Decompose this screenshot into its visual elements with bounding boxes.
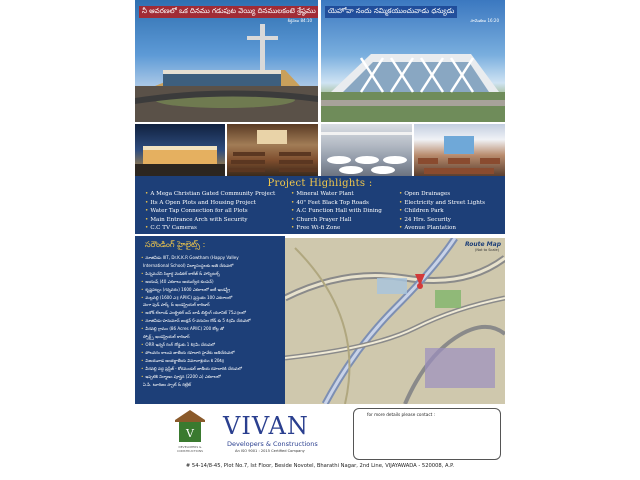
contact-label: for more details please contact : xyxy=(367,412,436,417)
project-highlights-title: Project Highlights : xyxy=(267,178,373,189)
surrounding-item: • కృష్ణపట్నం (గన్నవరం) 1600 ఎకరాలలో ఐటీ ఇండస్ట్రీ xyxy=(141,286,231,292)
brochure-flyer xyxy=(135,0,505,480)
highlight-item: • A.C Function Hall with Dining xyxy=(291,208,382,215)
surrounding-item: • నూజివీడు IIIT, Dr.K.K.R Gowtham (Happy Valley xyxy=(141,255,239,260)
surrounding-item: • వీరవల్లి గ్రామం (86 Acres APIIC) 200 కోట్ల తో xyxy=(141,326,225,332)
route-map-title: Route Map xyxy=(464,241,501,248)
route-map-graphic xyxy=(285,238,505,404)
highlight-item: • Children Park xyxy=(399,208,444,215)
route-map-subtitle: (Not to Scale) xyxy=(474,248,499,252)
brand-iso: An ISO 9001 : 2015 Certified Company xyxy=(235,449,305,453)
surrounding-item: • అశోక్ లేలాండ్ ఎలక్ట్రికల్ బస్ బాడీ బిల్డింగ్ యూనిట్ 75ఎ॥లలో xyxy=(141,310,246,316)
project-highlights-list xyxy=(145,190,501,234)
surrounding-highlights-list xyxy=(141,254,283,388)
highlight-item: • Mineral Water Plant xyxy=(291,191,354,197)
hero-left-subcaption: కీర్తనలు 84:10 xyxy=(287,18,312,23)
surrounding-item: • పోలవరం కాలువ జాతీయ రహదారి హైవేకు అతిచేరువలో xyxy=(141,349,235,355)
company-address: # 54-14/8-45, Plot No.7, Ist Floor, Beside Novotel, Bharathi Nagar, 2nd Line, VIJAYAWADA - 520008, A.P. xyxy=(185,463,455,469)
surrounding-item: International School) విద్యాసంస్థలకు అతి చేరువలో xyxy=(143,262,234,268)
route-map xyxy=(285,238,505,404)
surrounding-item: • వీరవల్లి వద్ద ప్రెస్టీజ్ - కోరమండల్ జాతీయ రహదారికి చేరువలో xyxy=(141,365,242,371)
dining-hall-illustration xyxy=(321,124,412,176)
hall-exterior-photo xyxy=(321,0,505,122)
brand-tagline: Developers & Constructions xyxy=(227,440,318,448)
function-hall-photo xyxy=(414,124,505,176)
highlight-item: • Open Drainages xyxy=(399,191,451,197)
highlight-item: • Main Entrance Arch with Security xyxy=(145,216,248,223)
church-interior-illustration xyxy=(227,124,318,176)
surrounding-item: • ఇప్పటికి నిర్మాణం పూర్తైన (2200 ఎ) ఎకరాలలో xyxy=(141,373,221,379)
highlight-item: • Church Prayer Hall xyxy=(291,216,352,223)
highlight-item: • A Mega Christian Gated Community Project xyxy=(145,191,276,197)
highlight-item: • 24 Hrs. Security xyxy=(399,216,451,223)
hero-left-caption: నీ ఆవరణలో ఒక దినము గడుపుట వెయ్యి దినములకంటె శ్రేష్ఠము xyxy=(139,6,318,18)
church-night-illustration xyxy=(135,124,225,176)
surrounding-item: • పిన్నమనేని సిద్ధార్ధ మెడికల్ కాలేజ్ & హాస్పిటల్స్ xyxy=(141,270,220,276)
dining-hall-photo xyxy=(321,124,412,176)
church-interior-photo xyxy=(227,124,318,176)
church-night-photo xyxy=(135,124,225,176)
highlights-column-1 xyxy=(145,190,275,233)
surrounding-highlights-title: సరౌండింగ్ హైలైట్స్ : xyxy=(145,240,206,249)
highlight-item: • Its A Open Plots and Housing Project xyxy=(145,199,256,206)
highlight-item: • C.C TV Cameras xyxy=(145,225,197,232)
surrounding-item: ఏ.పీ. టూరిజం స్పాట్ & రిట్రీట్ xyxy=(143,381,192,387)
highlights-column-2 xyxy=(291,190,382,233)
brand-name: VIVAN xyxy=(223,412,309,440)
surrounding-item: • మల్లవల్లి (1600 ఎ॥ APIIC) ప్రస్తుతం 100 ఎకరాలలో xyxy=(141,294,233,300)
highlights-column-3 xyxy=(399,190,485,233)
highlight-item: • Electricity and Street Lights xyxy=(399,199,485,206)
highlight-item: • Water Tap Connection for all Plots xyxy=(145,208,248,215)
surrounding-item: • నూజివీడు-హనుమాన్ జంక్షన్ 6-వరుసల రోడ్ కు 5 కి॥మీ చేరువలో xyxy=(141,318,251,324)
highlight-item: • 40" Feet Black Top Roads xyxy=(291,199,369,206)
highlight-item: • Free Wi-fi Zone xyxy=(291,225,341,232)
surrounding-item: మెగా ఫుడ్ పార్క్ & ఇండస్ట్రియల్ కారిడార్ xyxy=(143,302,210,308)
surrounding-item: స్పోర్ట్స్ ఇండస్ట్రియల్ కారిడార్ xyxy=(143,334,190,340)
highlight-item: • Avenue Plantation xyxy=(399,225,456,232)
surrounding-item: • ఆయుష్ (40 ఎకరాలు ఆయుర్వేద కుంపెన్) xyxy=(141,278,214,284)
logo-caption: DEVELOPERS & CONSTRUCTIONS xyxy=(176,445,204,453)
surrounding-item: • ORR ఇన్నర్ రింగ్ రోడ్డుకు 1 కి॥మీ చేరువలో xyxy=(141,341,215,347)
church-exterior-photo xyxy=(135,0,318,122)
vivan-logo-icon xyxy=(175,410,205,444)
hero-right-subcaption: సామెతలు 16:20 xyxy=(470,18,499,23)
hero-right-caption: యెహోవా నందు నమ్మికయుంచువాడు ధన్యుడు xyxy=(325,6,457,18)
svg-text:V: V xyxy=(186,427,194,440)
surrounding-item: • విజయవాడ అంతర్జాతీయ విమానాశ్రయం కి 20కి॥ xyxy=(141,357,225,363)
function-hall-illustration xyxy=(414,124,505,176)
